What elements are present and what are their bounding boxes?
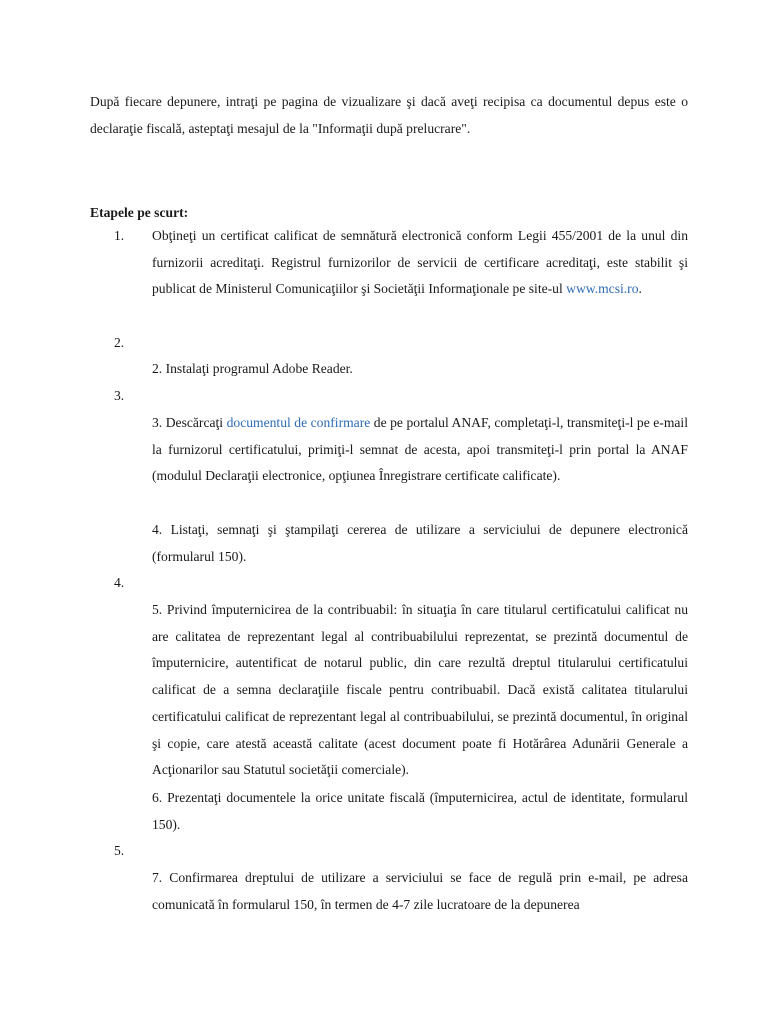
list-number-3: 3. [114, 388, 125, 403]
step-1-text [152, 223, 688, 303]
step-4-text: 4. Listaţi, semnaţi şi ştampilaţi cererea de utilizare a serviciului de depunere electronică (formularul 150). [152, 522, 688, 564]
list-number-1: 1. [114, 228, 125, 243]
step-5-text: 5. Privind împuternicirea de la contribuabil: în situaţia în care titularul certificatului calificat nu are calitatea de reprezentant legal al contribuabilului reprezentat, se prezintă documentul de împuternicire, autentificat de notarul public, din care rezultă dreptul titularului certificatului calificat de a semna declaraţiile fiscale pentru contribuabil. Dacă există calitatea titularului certificatului calificat de reprezentant legal al contribuabilului, se prezintă documentul, în original şi copie, care atestă această calitate (acest document poate fi Hotărârea Adunării Generale a Acţionarilor sau Statutul societăţii comerciale). [152, 602, 688, 778]
step-7-text: 7. Confirmarea dreptului de utilizare a serviciului se face de regulă prin e-mail, pe adresa comunicată în formularul 150, în termen de 4-7 zile lucratoare de la depunerea [152, 870, 688, 912]
step-3-text [152, 410, 688, 490]
step-3-suffix: de pe portalul ANAF, completaţi-l, transmiteţi-l pe e-mail la furnizorul certificatului, primiţi-l semnat de acesta, apoi transmiteţi-l prin portal la ANAF (modulul Declaraţii electronice, opţiunea Înregistrare certificate calificate). [152, 415, 688, 484]
list-number-4: 4. [114, 575, 125, 590]
step-6-text: 6. Prezentaţi documentele la orice unitate fiscală (împuternicirea, actul de identitate, formularul 150). [152, 790, 688, 832]
step-3-prefix: 3. Descărcaţi [152, 415, 227, 430]
confirmation-document-link[interactable]: documentul de confirmare [226, 415, 371, 430]
mcsi-link[interactable]: www.mcsi.ro [566, 281, 639, 297]
steps-heading: Etapele pe scurt: [90, 205, 189, 220]
intro-paragraph: După fiecare depunere, intraţi pe pagina de vizualizare şi dacă aveţi recipisa ca documentul depus este o declaraţie fiscală, asteptaţi mesajul de la "Informaţii după prelucrare". [90, 94, 688, 136]
list-number-2: 2. [114, 335, 125, 350]
list-number-5: 5. [114, 843, 125, 858]
step-1-end: . [638, 281, 642, 297]
step-1-body: Obţineţi un certificat calificat de semnătură electronică conform Legii 455/2001 de la unul din furnizorii acreditaţi. Registrul furnizorilor de servicii de certificare acreditaţi, este stabilit şi publicat de Ministerul Comunicaţiilor şi Societăţii Informaţionale pe site-ul [152, 228, 688, 297]
step-2-text: 2. Instalaţi programul Adobe Reader. [152, 361, 353, 376]
